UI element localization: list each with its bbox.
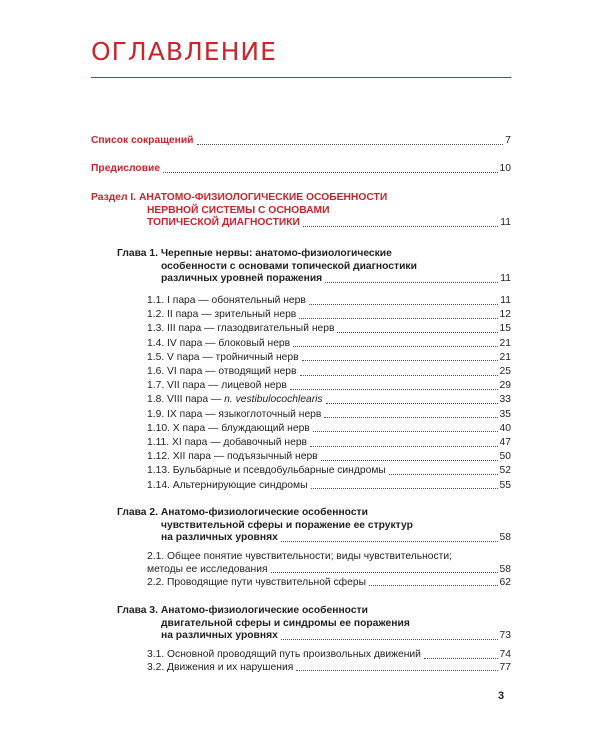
toc-page-number: 74 [499, 649, 511, 660]
title-underline [91, 77, 511, 78]
toc-subentry[interactable] [147, 437, 511, 450]
toc-subentry[interactable] [147, 409, 511, 422]
toc-page-number: 52 [499, 465, 511, 477]
dot-leader [326, 403, 498, 404]
toc-page-number: 7 [505, 135, 511, 146]
toc-entry-title: 1.8. VIII пара — n. vestibulocochlearis [147, 394, 323, 406]
toc-subentry[interactable] [147, 323, 511, 336]
toc-entry-last-line [147, 564, 511, 577]
toc-page-number: 73 [499, 630, 511, 641]
toc-entry-last-line [147, 295, 511, 308]
toc-entry-title: 1.5. V пара — тройничный нерв [147, 351, 299, 363]
toc-entry-title: различных уровней поражения [161, 273, 323, 284]
dot-leader [337, 332, 497, 333]
dot-leader [325, 282, 498, 283]
dot-leader [299, 318, 497, 319]
toc-entry[interactable] [91, 135, 511, 148]
dot-leader [281, 639, 498, 640]
toc-subentry[interactable] [147, 394, 511, 407]
toc-subentry[interactable] [147, 577, 511, 590]
toc-subentry[interactable] [147, 338, 511, 351]
dot-leader [309, 304, 498, 305]
toc-entry-title: 1.14. Альтернирующие синдромы [147, 479, 308, 491]
toc-entry-last-line [91, 135, 511, 148]
toc-chapter-1[interactable] [117, 248, 511, 286]
toc-entry-title: 2.2. Проводящие пути чувствительной сферы [147, 576, 367, 588]
dot-leader [302, 360, 498, 361]
toc-entry-last-line [147, 409, 511, 422]
page-title: ОГЛАВЛЕНИЕ [91, 37, 277, 66]
toc-entry-title: Предисловие [91, 163, 161, 174]
toc-page-number: 10 [499, 163, 511, 174]
dot-leader [293, 346, 497, 347]
toc-entry-last-line [117, 273, 511, 286]
page-number: 3 [498, 690, 505, 702]
toc-entry-last-line [147, 480, 511, 493]
toc-chapter-line: особенности с основами топической диагностики [161, 260, 417, 272]
toc-page-number: 21 [499, 337, 511, 349]
toc-section-line: НЕРВНОЙ СИСТЕМЫ С ОСНОВАМИ [147, 204, 330, 216]
dot-leader [321, 460, 498, 461]
toc-page-number: 62 [499, 576, 511, 588]
toc-entry[interactable] [91, 163, 511, 176]
toc-page-number: 47 [499, 437, 511, 448]
toc-page-number: 15 [499, 323, 511, 335]
dot-leader [313, 431, 498, 432]
toc-page-number: 55 [499, 479, 511, 491]
toc-subentry[interactable] [147, 649, 511, 662]
dot-leader [163, 172, 497, 173]
toc-section-line: Раздел I. АНАТОМО-ФИЗИОЛОГИЧЕСКИЕ ОСОБЕННОСТИ [91, 192, 388, 203]
toc-entry-title: 1.7. VII пара — лицевой нерв [147, 380, 287, 392]
dot-leader [389, 474, 498, 475]
toc-chapter-3[interactable] [117, 605, 511, 643]
toc-entry-title: 1.12. XII пара — подъязычный нерв [147, 451, 318, 463]
toc-page-number: 11 [500, 273, 511, 284]
toc-subentry[interactable] [147, 423, 511, 436]
toc-chapter-line: Глава 2. Анатомо-физиологические особенности [117, 507, 368, 518]
toc-subentry[interactable] [147, 551, 511, 576]
toc-page-number: 12 [499, 309, 511, 321]
toc-entry-last-line [147, 423, 511, 436]
toc-entry-last-line [91, 217, 511, 230]
toc-entry-last-line [117, 630, 511, 643]
toc-entry-last-line [147, 338, 511, 351]
toc-entry-title: 3.2. Движения и их нарушения [147, 661, 294, 673]
toc-entry-title: 1.9. IX пара — языкоглоточный нерв [147, 408, 322, 420]
toc-entry-title: 3.1. Основной проводящий путь произвольных движений [147, 649, 421, 660]
toc-page-number: 58 [499, 532, 511, 543]
dot-leader [424, 658, 498, 659]
dot-leader [310, 446, 498, 447]
dot-leader [311, 488, 498, 489]
toc-entry-title: 1.4. IV пара — блоковый нерв [147, 337, 291, 349]
toc-subentry[interactable] [147, 295, 511, 308]
toc-entry-last-line [147, 451, 511, 464]
toc-entry-last-line [147, 394, 511, 407]
toc-chapter-line: Глава 3. Анатомо-физиологические особенности [117, 605, 368, 616]
dot-leader [296, 670, 497, 671]
toc-subentry[interactable] [147, 309, 511, 322]
toc-entry-last-line [147, 465, 511, 478]
toc-chapter-line: двигательной сферы и синдромы ее поражения [161, 617, 410, 629]
toc-entry-title: ТОПИЧЕСКОЙ ДИАГНОСТИКИ [147, 217, 300, 228]
toc-entry-last-line [91, 163, 511, 176]
toc-entry-title: 1.6. VI пара — отводящий нерв [147, 366, 297, 377]
toc-subentry[interactable] [147, 480, 511, 493]
toc-page-number: 33 [499, 394, 511, 406]
toc-entry-last-line [147, 323, 511, 336]
toc-entry-title: 1.10. X пара — блуждающий нерв [147, 422, 310, 434]
toc-entry-title: методы ее исследования [147, 563, 268, 575]
toc-page-number: 25 [499, 366, 511, 377]
toc-page-number: 77 [499, 661, 511, 673]
toc-entry-title: Список сокращений [91, 135, 194, 146]
dot-leader [324, 417, 497, 418]
toc-entry-last-line [117, 532, 511, 545]
toc-page-number: 29 [499, 380, 511, 392]
toc-page-number: 50 [499, 451, 511, 463]
toc-entry-last-line [147, 649, 511, 662]
dot-leader [290, 389, 498, 390]
toc-entry-last-line [147, 577, 511, 590]
toc-subentry[interactable] [147, 662, 511, 675]
toc-page-number: 11 [500, 217, 511, 228]
dot-leader [300, 375, 498, 376]
toc-entry-last-line [147, 309, 511, 322]
toc-subentry-line: 2.1. Общее понятие чувствительности; виды чувствительности; [147, 551, 452, 562]
dot-leader [197, 144, 504, 145]
dot-leader [281, 541, 498, 542]
dot-leader [271, 572, 498, 573]
toc-entry-italic: n. vestibulocochlearis [224, 394, 323, 406]
toc-subentry[interactable] [147, 366, 511, 379]
dot-leader [369, 585, 498, 586]
toc-entry-last-line [147, 380, 511, 393]
toc-entry-title: на различных уровнях [161, 532, 278, 543]
toc-entry-title: 1.3. III пара — глазодвигательный нерв [147, 323, 335, 335]
toc-page-number: 21 [499, 351, 511, 363]
toc-entry-last-line [147, 437, 511, 450]
toc-page-number: 11 [500, 295, 511, 306]
toc-subentry[interactable] [147, 451, 511, 464]
toc-chapter-2[interactable] [117, 507, 511, 545]
toc-page-number: 58 [499, 563, 511, 575]
dot-leader [303, 226, 498, 227]
toc-subentry[interactable] [147, 380, 511, 393]
toc-entry-title: 1.1. I пара — обонятельный нерв [147, 295, 306, 306]
toc-entry-last-line [147, 352, 511, 365]
toc-entry-title: 1.13. Бульбарные и псевдобульбарные синдромы [147, 465, 386, 477]
toc-page-number: 35 [499, 408, 511, 420]
toc-subentry[interactable] [147, 352, 511, 365]
toc-chapter-line: чувствительной сферы и поражение ее структур [161, 519, 413, 531]
toc-entry-title: 1.2. II пара — зрительный нерв [147, 309, 297, 321]
toc-entry-title: 1.11. XI пара — добавочный нерв [147, 437, 308, 448]
toc-chapter-line: Глава 1. Черепные нервы: анатомо-физиологические [117, 248, 392, 259]
toc-page-number: 40 [499, 422, 511, 434]
toc-entry-last-line [147, 366, 511, 379]
toc-section[interactable] [91, 192, 511, 230]
toc-subentry[interactable] [147, 465, 511, 478]
toc-entry-title: на различных уровнях [161, 630, 278, 641]
toc-entry-last-line [147, 662, 511, 675]
